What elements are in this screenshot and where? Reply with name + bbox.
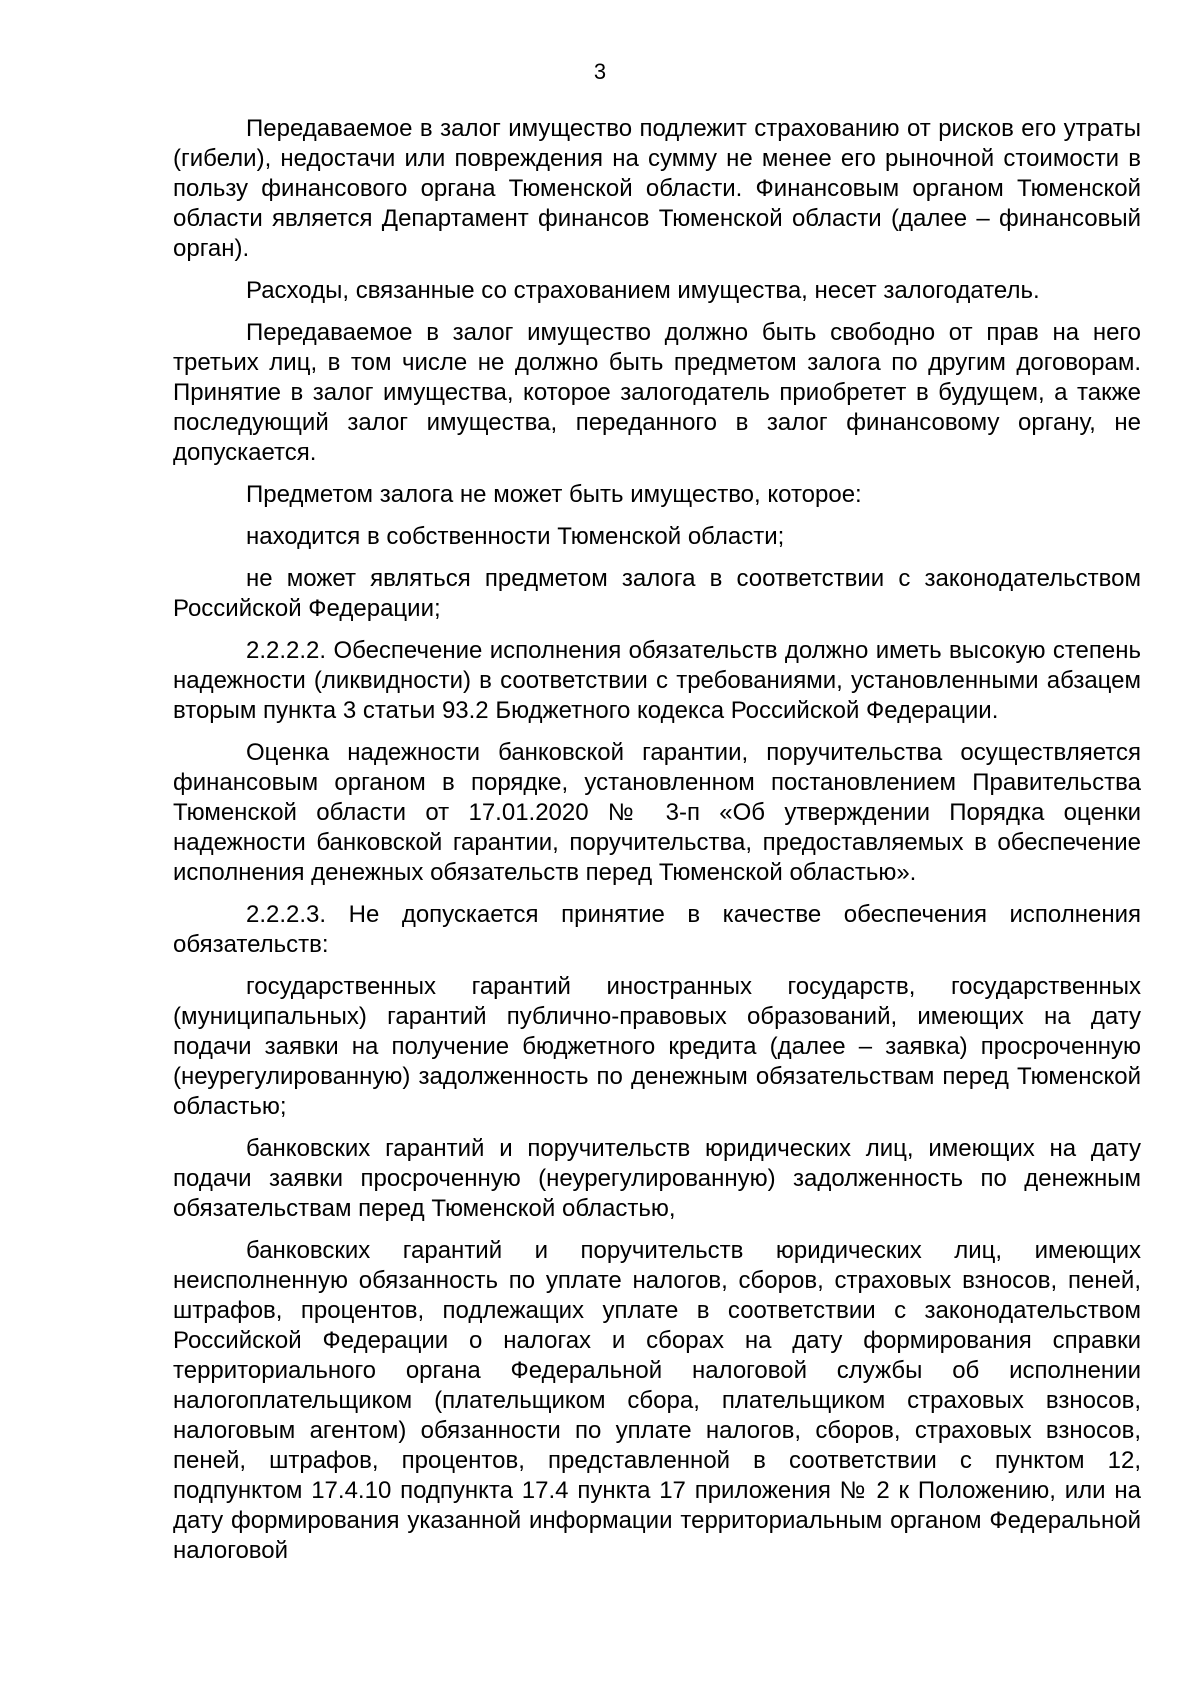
- paragraph-insurance-expenses: Расходы, связанные со страхованием имущества, несет залогодатель.: [246, 277, 1040, 304]
- paragraph-free-from-third-party-rights: Передаваемое в залог имущество должно быть свободно от прав на него третьих лиц, в том числе не должно быть предметом залога по другим договорам. Принятие в залог имущества, которое залогодатель приобретет в будущем, а также последующий залог имущества, переданного в залог финансовому органу, не допускается.: [173, 319, 1141, 466]
- paragraph-pledge-exclusions-intro: Предметом залога не может быть имущество, которое:: [246, 481, 862, 508]
- paragraph-2-2-2-2-reliability: 2.2.2.2. Обеспечение исполнения обязательств должно иметь высокую степень надежности (ликвидности) в соответствии с требованиями, установленными абзацем вторым пункта 3 статьи 93.2 Бюджетного кодекса Российской Федерации.: [173, 637, 1141, 724]
- paragraph-reliability-assessment: Оценка надежности банковской гарантии, поручительства осуществляется финансовым органом в порядке, установленном постановлением Правительства Тюменской области от 17.01.2020 № 3-п «Об утверждении Порядка оценки надежности банковской гарантии, поручительства, предоставляемых в обеспечение исполнения денежных обязательств перед Тюменской областью».: [173, 739, 1141, 886]
- paragraph-state-guarantees: государственных гарантий иностранных государств, государственных (муниципальных) гарантий публично-правовых образований, имеющих на дату подачи заявки на получение бюджетного кредита (далее – заявка) просроченную (неурегулированную) задолженность по денежным обязательствам перед Тюменской областью;: [173, 973, 1141, 1120]
- paragraph-exclusion-regional-property: находится в собственности Тюменской области;: [246, 523, 785, 550]
- document-body: [173, 114, 1141, 1578]
- paragraph-bank-guarantees-tax-debt: банковских гарантий и поручительств юридических лиц, имеющих неисполненную обязанность по уплате налогов, сборов, страховых взносов, пеней, штрафов, процентов, подлежащих уплате в соответствии с законодательством Российской Федерации о налогах и сборах на дату формирования справки территориального органа Федеральной налоговой службы об исполнении налогоплательщиком (плательщиком сбора, плательщиком страховых взносов, налоговым агентом) обязанности по уплате налогов, сборов, страховых взносов, пеней, штрафов, процентов, представленной в соответствии с пунктом 12, подпунктом 17.4.10 подпункта 17.4 пункта 17 приложения № 2 к Положению, или на дату формирования указанной информации территориальным органом Федеральной налоговой: [173, 1237, 1141, 1564]
- paragraph-2-2-2-3-not-allowed: 2.2.2.3. Не допускается принятие в качестве обеспечения исполнения обязательств:: [173, 901, 1141, 958]
- paragraph-bank-guarantees-overdue: банковских гарантий и поручительств юридических лиц, имеющих на дату подачи заявки просроченную (неурегулированную) задолженность по денежным обязательствам перед Тюменской областью,: [173, 1135, 1141, 1222]
- page-number: 3: [593, 59, 607, 84]
- paragraph-exclusion-by-law: не может являться предметом залога в соответствии с законодательством Российской Федерации;: [173, 565, 1141, 622]
- paragraph-insurance-of-pledged-property: Передаваемое в залог имущество подлежит страхованию от рисков его утраты (гибели), недостачи или повреждения на сумму не менее его рыночной стоимости в пользу финансового органа Тюменской области. Финансовым органом Тюменской области является Департамент финансов Тюменской области (далее – финансовый орган).: [173, 115, 1141, 262]
